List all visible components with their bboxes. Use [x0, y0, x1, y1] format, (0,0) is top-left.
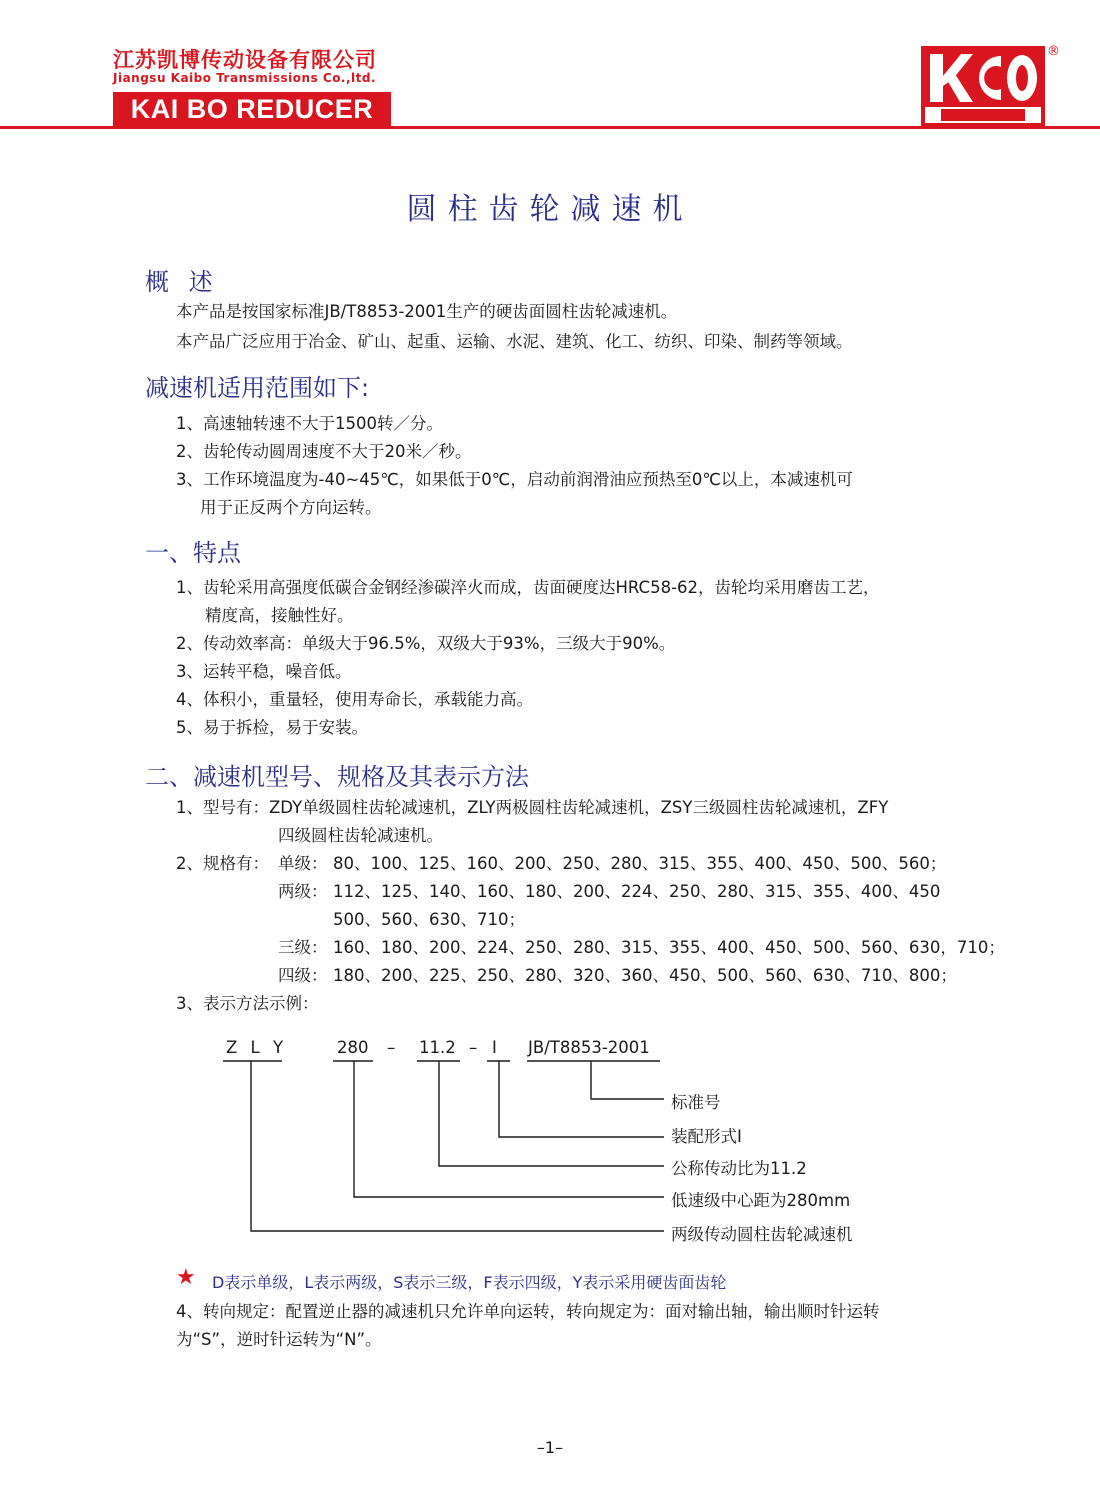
scope-heading: 减速机适用范围如下: — [145, 374, 370, 402]
label-model-type: 两级传动圆柱齿轮减速机 — [671, 1225, 853, 1244]
rotation-line-2: 为“S”，逆时针运转为“N”。 — [176, 1330, 382, 1349]
spec-quad-label: 四级： — [278, 966, 328, 985]
features-line-2: 精度高，接触性好。 — [205, 606, 354, 625]
brand-banner: KAI BO REDUCER — [113, 92, 391, 126]
scope-line-3: 3、工作环境温度为-40~45℃，如果低于0℃，启动前润滑油应预热至0℃以上，本减速机可 — [176, 470, 853, 489]
star-icon: ★ — [176, 1265, 196, 1290]
spec-double-values-cont: 500、560、630、710； — [333, 910, 525, 929]
features-line-1: 1、齿轮采用高强度低碳合金钢经渗碳淬火而成，齿面硬度达HRC58-62，齿轮均采用磨齿工艺， — [176, 578, 880, 597]
features-heading: 一、特点 — [145, 539, 241, 567]
overview-line-1: 本产品是按国家标准JB/T8853-2001生产的硬齿面圆柱齿轮减速机。 — [176, 302, 678, 321]
spec-single-label: 单级： — [278, 854, 328, 873]
code-dash-1: – — [387, 1038, 396, 1057]
rotation-line-1: 4、转向规定：配置逆止器的减速机只允许单向运转，转向规定为：面对输出轴，输出顺时针运转 — [176, 1302, 880, 1321]
models-type-line-1: 1、型号有：ZDY单级圆柱齿轮减速机，ZLY两极圆柱齿轮减速机，ZSY三级圆柱齿轮减速机，ZFY — [176, 798, 889, 817]
spec-triple-label: 三级： — [278, 938, 328, 957]
code-standard: JB/T8853-2001 — [528, 1038, 650, 1057]
spec-double-label: 两级： — [278, 882, 328, 901]
label-center-distance: 低速级中心距为280mm — [671, 1191, 851, 1210]
page-number: –1– — [536, 1438, 564, 1457]
overview-heading: 概 述 — [145, 268, 219, 296]
page-title: 圆柱齿轮减速机 — [406, 192, 694, 227]
spec-label: 2、规格有： — [176, 854, 269, 873]
logo-sub-text: 开KAIBO博 — [954, 110, 1012, 122]
label-assembly-form: 装配形式I — [671, 1127, 742, 1146]
overview-line-2: 本产品广泛应用于冶金、矿山、起重、运输、水泥、建筑、化工、纺织、印染、制药等领域。 — [176, 332, 853, 351]
company-name-cn: 江苏凯博传动设备有限公司 — [113, 48, 377, 72]
features-line-3: 2、传动效率高：单级大于96.5%，双级大于93%，三级大于90%。 — [176, 634, 676, 653]
label-nominal-ratio: 公称传动比为11.2 — [671, 1159, 807, 1178]
label-standard-number: 标准号 — [671, 1093, 721, 1112]
code-dash-2: – — [469, 1038, 478, 1057]
models-heading: 二、减速机型号、规格及其表示方法 — [145, 763, 529, 791]
features-line-6: 5、易于拆检，易于安装。 — [176, 718, 368, 737]
code-zly: Z L Y — [226, 1038, 288, 1057]
scope-line-2: 2、齿轮传动圆周速度不大于20米／秒。 — [176, 442, 472, 461]
scope-line-4: 用于正反两个方向运转。 — [200, 498, 382, 517]
models-type-line-2: 四级圆柱齿轮减速机。 — [278, 826, 443, 845]
scope-line-1: 1、高速轴转速不大于1500转／分。 — [176, 414, 443, 433]
registered-mark: ® — [1047, 44, 1060, 59]
spec-triple-values: 160、180、200、224、250、280、315、355、400、450、500、560、630，710； — [333, 938, 1005, 957]
company-name-en: Jiangsu Kaibo Transmissions Co.,ltd. — [113, 71, 377, 85]
features-line-4: 3、运转平稳，噪音低。 — [176, 662, 352, 681]
code-ratio: 11.2 — [419, 1038, 456, 1057]
code-center-distance: 280 — [337, 1038, 369, 1057]
code-assembly-form: I — [492, 1038, 497, 1057]
grade-letter-note: D表示单级，L表示两级，S表示三级，F表示四级，Y表示采用硬齿面齿轮 — [212, 1273, 727, 1292]
spec-double-values: 112、125、140、160、180、200、224、250、280、315、355、400、450 — [333, 882, 941, 901]
features-line-5: 4、体积小，重量轻，使用寿命长，承载能力高。 — [176, 690, 533, 709]
spec-quad-values: 180、200、225、250、280、320、360、450、500、560、630、710、800； — [333, 966, 957, 985]
example-label: 3、表示方法示例： — [176, 994, 319, 1013]
spec-single-values: 80、100、125、160、200、250、280、315、355、400、450、500、560； — [333, 854, 947, 873]
